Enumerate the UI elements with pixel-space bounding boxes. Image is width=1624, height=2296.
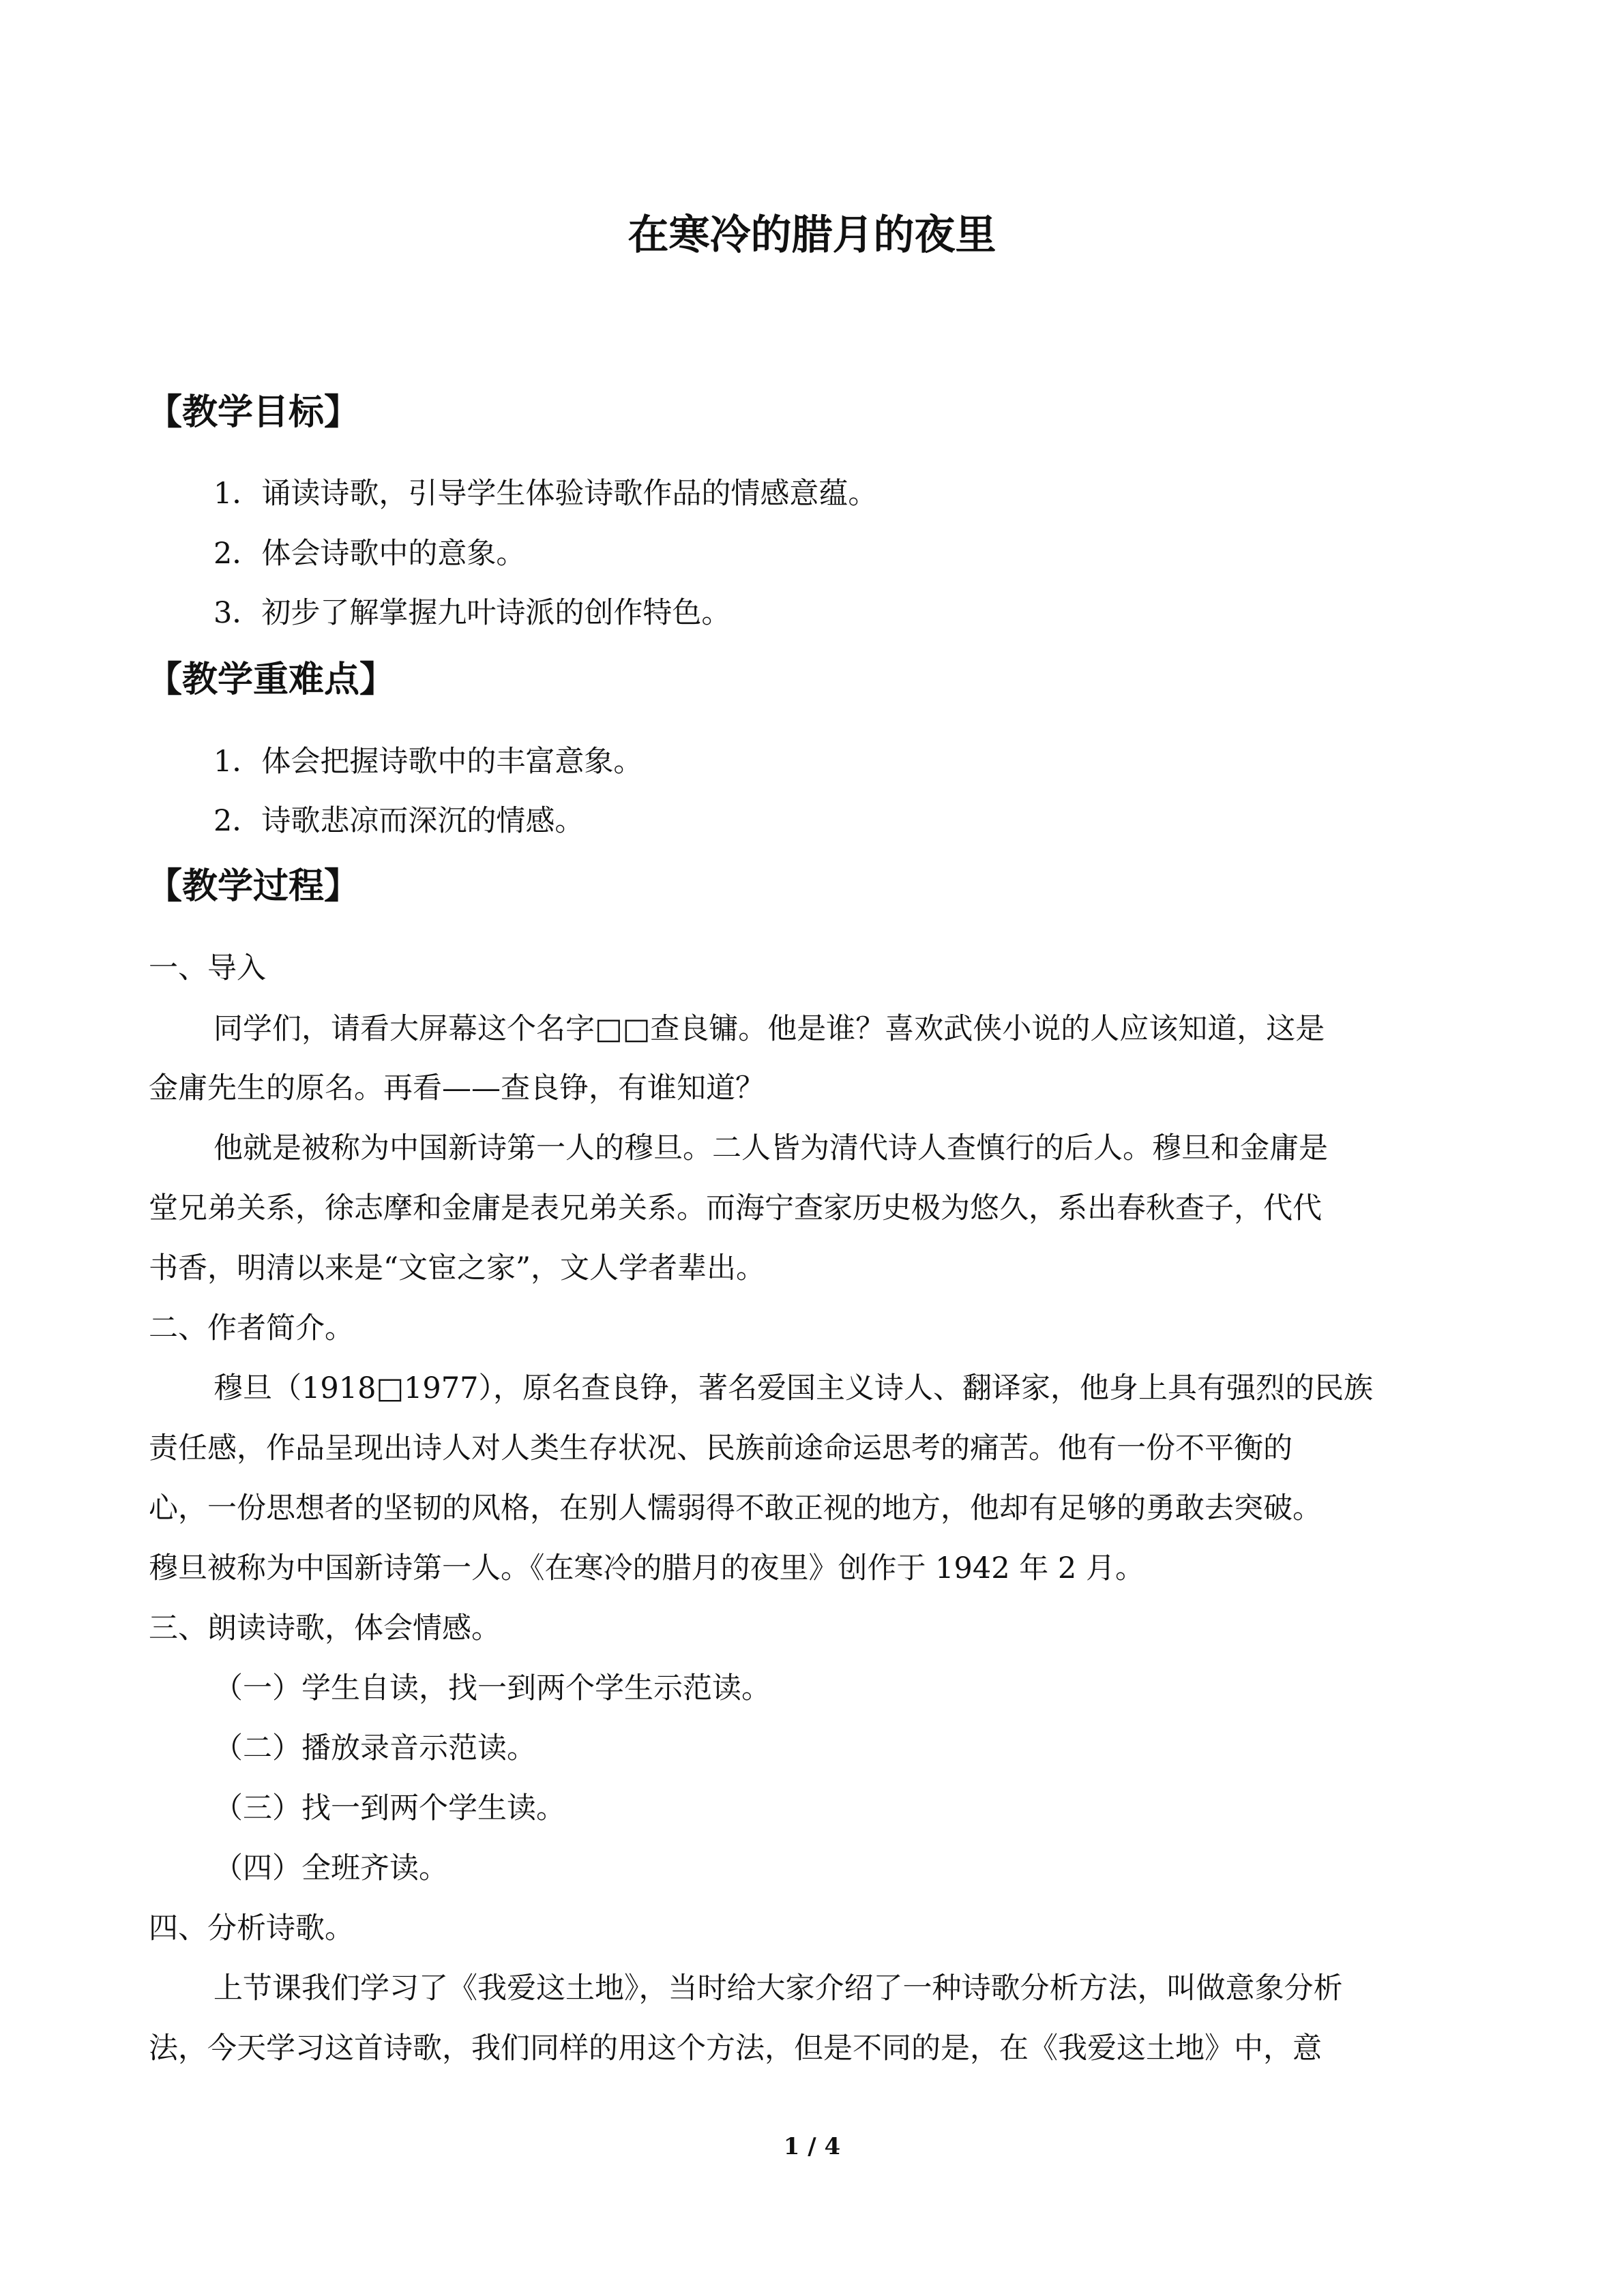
- reading-step-3: （三）找一到两个学生读。: [213, 1791, 565, 1825]
- analysis-line-1: 上节课我们学习了《我爱这土地》，当时给大家介绍了一种诗歌分析方法，叫做意象分析: [213, 1971, 1343, 2006]
- reading-step-4: （四）全班齐读。: [213, 1851, 448, 1885]
- intro-line-5: 书香，明清以来是“文宦之家”，文人学者辈出。: [149, 1251, 765, 1285]
- reading-step-1: （一）学生自读，找一到两个学生示范读。: [213, 1671, 771, 1705]
- analysis-line-2: 法，今天学习这首诗歌，我们同样的用这个方法，但是不同的是，在《我爱这土地》中，意: [149, 2031, 1322, 2066]
- objective-item-2: 2．体会诗歌中的意象。: [213, 537, 526, 571]
- author-line-1: 穆旦（1918□1977），原名查良铮，著名爱国主义诗人、翻译家，他身上具有强烈的民族: [213, 1371, 1373, 1405]
- key-point-item-2: 2．诗歌悲凉而深沉的情感。: [213, 804, 585, 838]
- heading-objectives: 【教学目标】: [147, 392, 360, 433]
- section-heading-author: 二、作者简介。: [149, 1311, 354, 1345]
- intro-line-4: 堂兄弟关系，徐志摩和金庸是表兄弟关系。而海宁查家历史极为悠久，系出春秋查子，代代: [149, 1191, 1322, 1225]
- author-line-4: 穆旦被称为中国新诗第一人。《在寒冷的腊月的夜里》创作于 1942 年 2 月。: [149, 1551, 1145, 1585]
- author-line-2: 责任感，作品呈现出诗人对人类生存状况、民族前途命运思考的痛苦。他有一份不平衡的: [149, 1431, 1293, 1465]
- section-heading-intro: 一、导入: [149, 951, 266, 985]
- key-point-item-1: 1．体会把握诗歌中的丰富意象。: [213, 745, 643, 779]
- objective-item-3: 3．初步了解掌握九叶诗派的创作特色。: [213, 596, 731, 630]
- objective-item-1: 1．诵读诗歌，引导学生体验诗歌作品的情感意蕴。: [213, 477, 878, 511]
- intro-line-1: 同学们，请看大屏幕这个名字□□查良镛。他是谁？喜欢武侠小说的人应该知道，这是: [213, 1012, 1325, 1046]
- heading-key-points: 【教学重难点】: [147, 659, 396, 700]
- reading-step-2: （二）播放录音示范读。: [213, 1731, 536, 1765]
- intro-line-2: 金庸先生的原名。再看——查良铮，有谁知道？: [149, 1071, 765, 1105]
- section-heading-reading: 三、朗读诗歌，体会情感。: [149, 1611, 501, 1645]
- heading-process: 【教学过程】: [147, 866, 360, 907]
- section-heading-analysis: 四、分析诗歌。: [149, 1911, 354, 1945]
- document-title: 在寒冷的腊月的夜里: [628, 211, 996, 259]
- page-number: 1 / 4: [783, 2133, 841, 2160]
- author-line-3: 心，一份思想者的坚韧的风格，在别人懦弱得不敢正视的地方，他却有足够的勇敢去突破。: [149, 1491, 1322, 1525]
- intro-line-3: 他就是被称为中国新诗第一人的穆旦。二人皆为清代诗人查慎行的后人。穆旦和金庸是: [213, 1131, 1328, 1165]
